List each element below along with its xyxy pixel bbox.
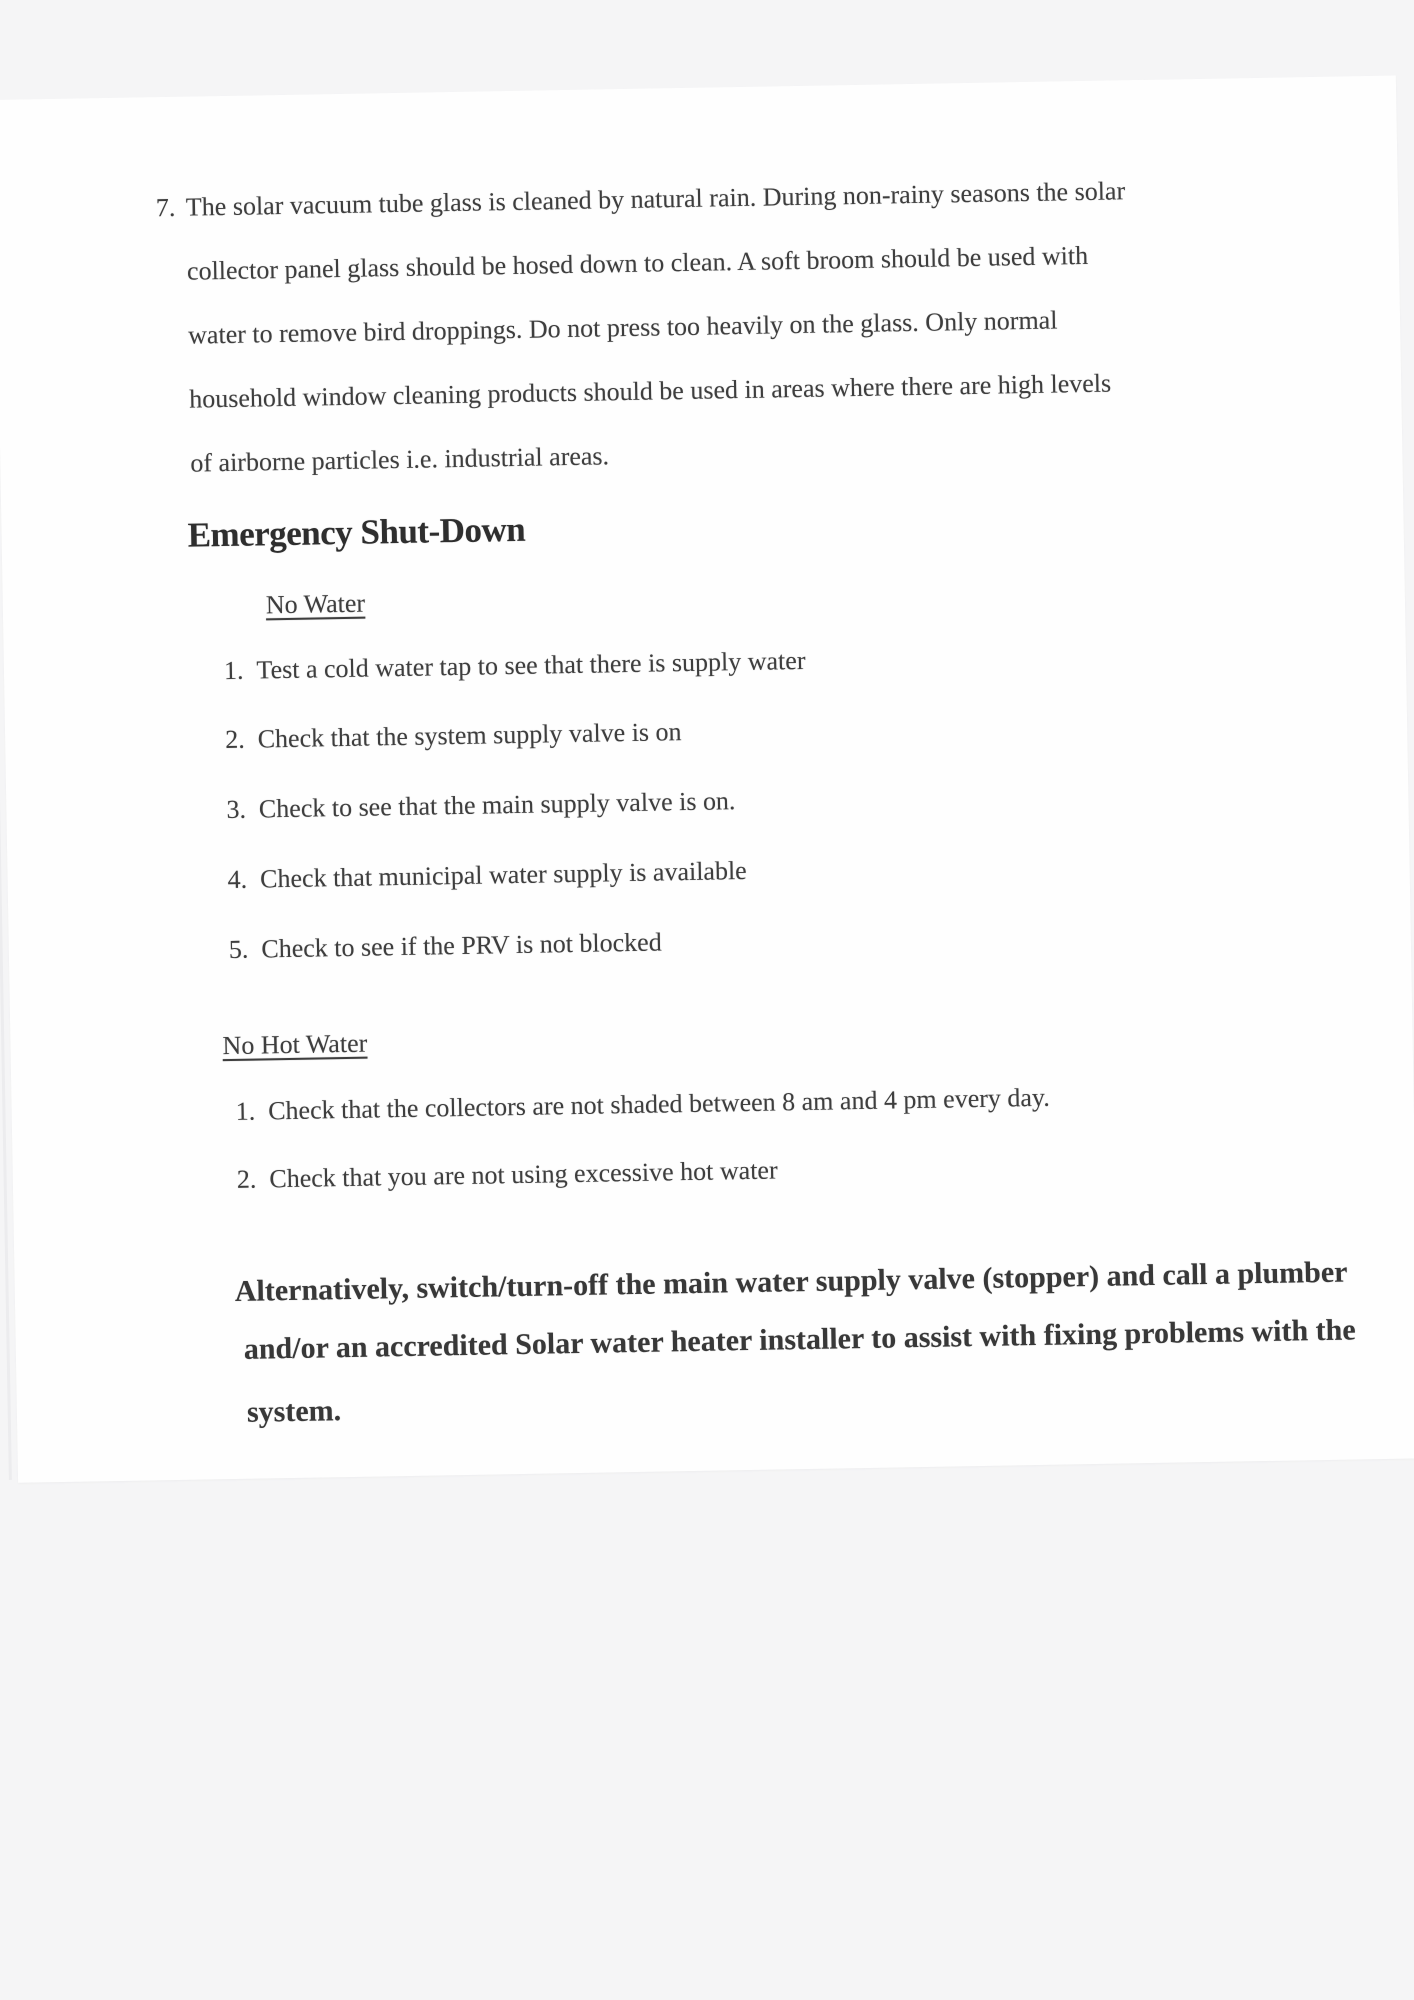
list-item-number: 5. — [228, 934, 249, 965]
list-item-text: Check that the collectors are not shaded between 8 am and 4 pm every day. — [267, 1082, 1050, 1126]
list-item-text: Check that municipal water supply is available — [259, 855, 747, 894]
list-item-number: 1. — [223, 655, 244, 686]
list-item-number: 2. — [224, 724, 245, 755]
no-water-subheading: No Water — [265, 588, 366, 620]
item-7-line: of airborne particles i.e. industrial areas. — [190, 441, 610, 478]
list-item-text: Check to see that the main supply valve is on. — [258, 786, 736, 824]
item-7-line: The solar vacuum tube glass is cleaned by natural rain. During non-rainy seasons the solar — [185, 176, 1126, 222]
item-7-line: water to remove bird droppings. Do not press too heavily on the glass. Only normal — [187, 305, 1058, 350]
no-water-list-item — [227, 855, 747, 895]
no-water-list-item — [226, 788, 735, 823]
list-item-number: 2. — [236, 1164, 257, 1194]
no-hot-water-list-item — [235, 1082, 1050, 1126]
list-item-7-number: 7. — [155, 192, 176, 223]
list-item-text: Test a cold water tap to see that there is supply water — [256, 645, 806, 685]
no-water-list-item — [229, 929, 662, 963]
no-water-list-item — [223, 645, 806, 686]
list-item-number: 4. — [227, 864, 248, 895]
list-item-text: Check that you are not using excessive hot water — [269, 1155, 778, 1194]
document-page — [0, 76, 1414, 1483]
list-item-number: 3. — [226, 794, 247, 825]
item-7-line: collector panel glass should be hosed down to clean. A soft broom should be used with — [186, 240, 1089, 286]
list-item-text: Check that the system supply valve is on — [257, 717, 682, 754]
no-water-list-item — [225, 719, 682, 753]
closing-paragraph-line: and/or an accredited Solar water heater installer to assist with fixing problems with the — [243, 1313, 1356, 1366]
list-item-text: Check to see if the PRV is not blocked — [261, 927, 662, 964]
no-hot-water-list-item — [237, 1157, 778, 1192]
list-item-number: 1. — [235, 1096, 256, 1126]
emergency-shutdown-heading: Emergency Shut-Down — [187, 509, 526, 555]
closing-paragraph-line: Alternatively, switch/turn-off the main water supply valve (stopper) and call a plumber — [234, 1255, 1348, 1308]
no-hot-water-subheading: No Hot Water — [222, 1028, 368, 1061]
closing-paragraph-line: system. — [246, 1394, 342, 1429]
item-7-line: household window cleaning products should be used in areas where there are high levels — [188, 368, 1112, 414]
